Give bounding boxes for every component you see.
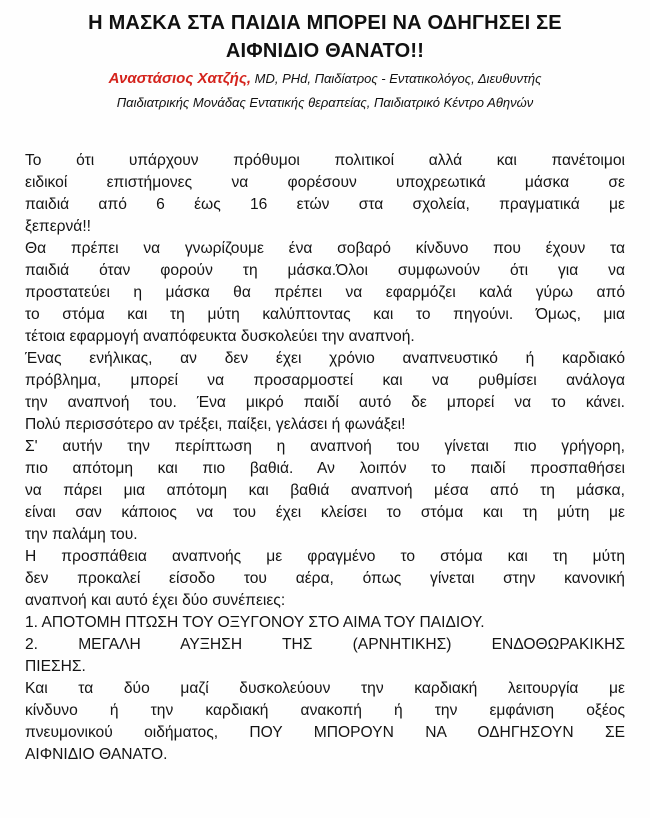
body-line: παιδιά από 6 έως 16 ετών στα σχολεία, πραγματικά με <box>25 196 625 213</box>
body-line: πνευμονικού οιδήματος, ΠΟΥ ΜΠΟΡΟΥΝ ΝΑ ΟΔΗΓΗΣΟΥΝ ΣΕ <box>25 724 625 741</box>
headline-line-1: Η ΜΑΣΚΑ ΣΤΑ ΠΑΙΔΙΑ ΜΠΟΡΕΙ ΝΑ ΟΔΗΓΗΣΕΙ ΣΕ <box>88 12 562 34</box>
body-line: Σ' αυτήν την περίπτωση η αναπνοή του γίνεται πιο γρήγορη, <box>25 438 625 455</box>
closing-line: ΑΙΦΝΙΔΙΟ ΘΑΝΑΤΟ. <box>25 746 168 763</box>
body-line: τέτοια εφαρμογή αναπόφευκτα δυσκολεύει την αναπνοή. <box>25 328 415 345</box>
headline-line-2: ΑΙΦΝΙΔΙΟ ΘΑΝΑΤΟ!! <box>225 40 425 62</box>
body-line: Ένας ενήλικας, αν δεν έχει χρόνιο αναπνευστικό ή καρδιακό <box>25 350 625 367</box>
body-line: ειδικοί επιστήμονες να φορέσουν υποχρεωτικά μάσκα σε <box>25 174 625 191</box>
body-line: να πάρει μια απότομη και βαθιά αναπνοή μέσα από τη μάσκα, <box>25 482 625 499</box>
body-line: προστατεύει η μάσκα θα πρέπει να εφαρμόζει καλά γύρω από <box>25 284 625 301</box>
body-line: Και τα δύο μαζί δυσκολεύουν την καρδιακή λειτουργία με <box>25 680 625 697</box>
body-line: Θα πρέπει να γνωρίζουμε ένα σοβαρό κίνδυνο που έχουν τα <box>25 240 625 257</box>
body-line: ξεπερνά!! <box>25 218 91 235</box>
body-line: αναπνοή και αυτό έχει δύο συνέπειες: <box>25 592 286 609</box>
list-item-2: 2. ΜΕΓΑΛΗ ΑΥΞΗΣΗ ΤΗΣ (ΑΡΝΗΤΙΚΗΣ) ΕΝΔΟΘΩΡΑΚΙΚΗΣ <box>25 636 625 653</box>
body-line: δεν προκαλεί είσοδο του αέρα, όπως γίνεται στην κανονική <box>25 570 625 587</box>
byline-line-2: Παιδιατρικής Μονάδας Εντατικής θεραπείας, Παιδιατρικό Κέντρο Αθηνών <box>116 95 534 110</box>
body-line: παιδιά όταν φορούν τη μάσκα.Όλοι συμφωνούν ότι για να <box>25 262 625 279</box>
body-line: πρόβλημα, μπορεί να προσαρμοστεί και να ρυθμίσει ανάλογα <box>25 372 625 389</box>
body-line: Η προσπάθεια αναπνοής με φραγμένο το στόμα και τη μύτη <box>25 548 625 565</box>
body-line: πιο απότομη και πιο βαθιά. Αν λοιπόν το παιδί προσπαθήσει <box>25 460 625 477</box>
body-line: είναι σαν κάποιος να του έχει κλείσει το στόμα και τη μύτη με <box>25 504 625 521</box>
body-line: κίνδυνο ή την καρδιακή ανακοπή ή την εμφάνιση οξέος <box>25 702 625 719</box>
byline-line-1 <box>20 67 630 91</box>
author-credentials: MD, PHd, Παιδίατρος - Εντατικολόγος, Διευθυντής <box>251 71 542 86</box>
list-item-2-continued: ΠΙΕΣΗΣ. <box>25 658 86 675</box>
body-line: Πολύ περισσότερο αν τρέξει, παίξει, γελάσει ή φωνάξει! <box>25 416 406 433</box>
body-line: την αναπνοή του. Ένα μικρό παιδί αυτό δε μπορεί να το κάνει. <box>25 394 625 411</box>
body-line: Το ότι υπάρχουν πρόθυμοι πολιτικοί αλλά και πανέτοιμοι <box>25 152 625 169</box>
list-item-1: 1. ΑΠΟΤΟΜΗ ΠΤΩΣΗ ΤΟΥ ΟΞΥΓΟΝΟΥ ΣΤΟ ΑΙΜΑ ΤΟΥ ΠΑΙΔΙΟΥ. <box>25 614 485 631</box>
author-name: Αναστάσιος Χατζής, <box>108 70 252 87</box>
body-line: το στόμα και τη μύτη καλύπτοντας και το πηγούνι. Όμως, μια <box>25 306 625 323</box>
body-line: την παλάμη του. <box>25 526 138 543</box>
